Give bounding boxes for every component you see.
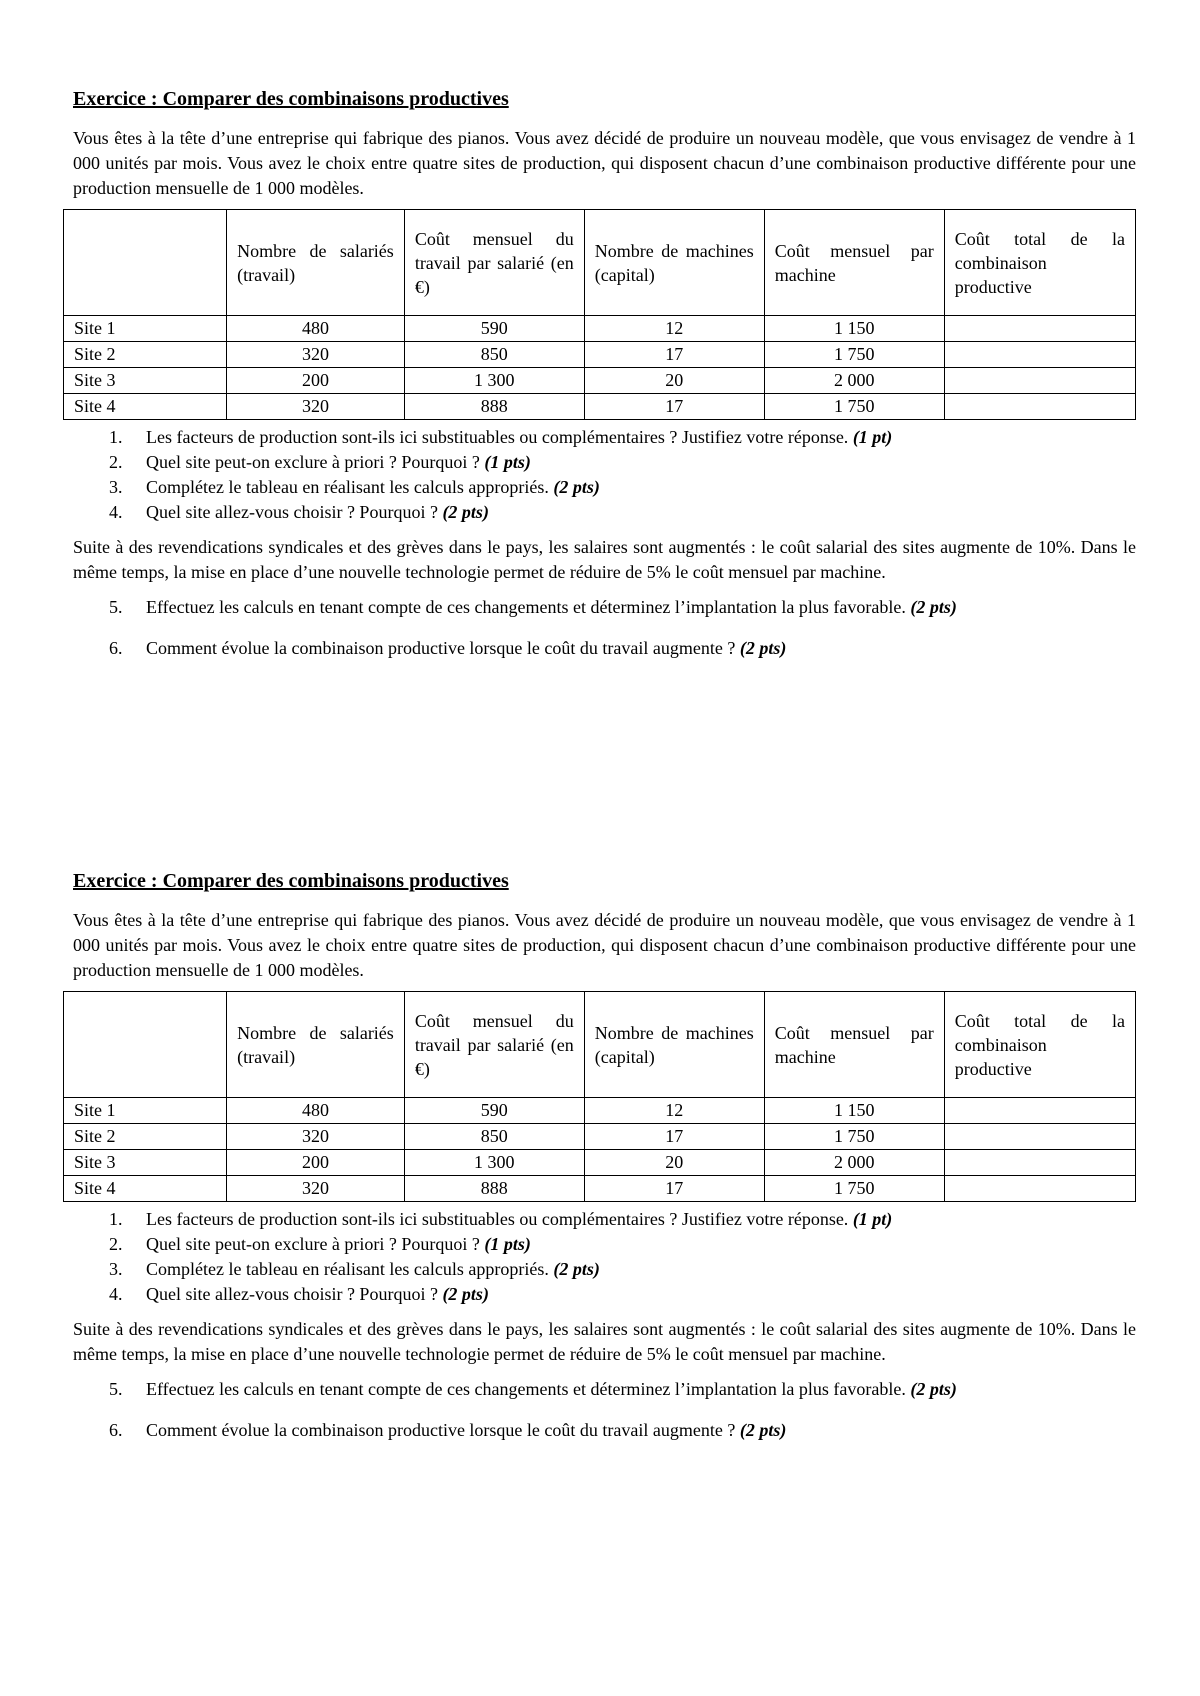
table-row bbox=[64, 1098, 1136, 1124]
question-item bbox=[73, 1232, 1136, 1257]
header-label: Nombre de machines (capital) bbox=[594, 240, 754, 285]
table-cell: 888 bbox=[404, 1176, 584, 1202]
question-points: (1 pt) bbox=[852, 1209, 893, 1229]
table-cell: 17 bbox=[584, 342, 764, 368]
table-cell-empty bbox=[944, 1098, 1135, 1124]
question-item bbox=[73, 595, 1136, 620]
question-points: (1 pt) bbox=[852, 427, 893, 447]
table-cell: Site 4 bbox=[64, 394, 227, 420]
table-row bbox=[64, 316, 1136, 342]
question-text: Quel site allez-vous choisir ? Pourquoi ? bbox=[146, 502, 443, 522]
table-cell: 1 750 bbox=[764, 394, 944, 420]
table-cell-empty bbox=[944, 316, 1135, 342]
table-row bbox=[64, 1150, 1136, 1176]
table-cell-empty bbox=[944, 342, 1135, 368]
table-cell: 1 750 bbox=[764, 1176, 944, 1202]
table-cell: 590 bbox=[404, 316, 584, 342]
question-number: 2. bbox=[109, 1234, 123, 1254]
question-item bbox=[73, 1418, 1136, 1443]
question-text: Comment évolue la combinaison productive lorsque le coût du travail augmente ? bbox=[146, 1420, 740, 1440]
table-cell: 320 bbox=[227, 394, 405, 420]
table-header-cell bbox=[64, 992, 227, 1098]
table-header-cell bbox=[64, 210, 227, 316]
production-table bbox=[63, 209, 1136, 420]
table-header-cell bbox=[227, 992, 405, 1098]
table-cell: 1 150 bbox=[764, 316, 944, 342]
table-cell: 850 bbox=[404, 342, 584, 368]
question-text: Effectuez les calculs en tenant compte de ces changements et déterminez l’implantation la plus favorable. bbox=[146, 597, 911, 617]
questions-list-part-1 bbox=[73, 1207, 1136, 1307]
table-cell: 12 bbox=[584, 1098, 764, 1124]
header-label: Coût mensuel du travail par salarié (en €) bbox=[414, 1010, 574, 1079]
question-number: 6. bbox=[109, 638, 123, 658]
table-cell: Site 2 bbox=[64, 342, 227, 368]
table-cell: 480 bbox=[227, 316, 405, 342]
questions-list-part-2 bbox=[73, 1377, 1136, 1443]
table-row bbox=[64, 394, 1136, 420]
question-points: (2 pts) bbox=[910, 1379, 957, 1399]
table-cell: 320 bbox=[227, 1124, 405, 1150]
question-number: 1. bbox=[109, 1209, 123, 1229]
question-item bbox=[73, 425, 1136, 450]
question-item bbox=[73, 1207, 1136, 1232]
table-header-cell bbox=[944, 210, 1135, 316]
exercise-block-2 bbox=[73, 868, 1136, 1459]
context-paragraph: Suite à des revendications syndicales et des grèves dans le pays, les salaires sont augmentés : le coût salarial des sites augmente de 10%. Dans le même temps, la mise en place d’une nouvelle technologie permet de réduire de 5% le coût mensuel par machine. bbox=[73, 537, 1136, 582]
table-cell: 200 bbox=[227, 1150, 405, 1176]
exercise-intro: Vous êtes à la tête d’une entreprise qui fabrique des pianos. Vous avez décidé de produire un nouveau modèle, que vous envisagez de vendre à 1 000 unités par mois. Vous avez le choix entre quatre sites de production, qui disposent chacun d’une combinaison productive différente pour une production mensuelle de 1 000 modèles. bbox=[73, 128, 1136, 198]
table-cell: 200 bbox=[227, 368, 405, 394]
table-header-cell bbox=[584, 210, 764, 316]
question-points: (1 pts) bbox=[484, 1234, 531, 1254]
header-label: Coût mensuel par machine bbox=[774, 240, 934, 285]
table-row bbox=[64, 342, 1136, 368]
table-cell: 1 750 bbox=[764, 1124, 944, 1150]
question-text: Complétez le tableau en réalisant les calculs appropriés. bbox=[146, 477, 554, 497]
table-cell: 20 bbox=[584, 368, 764, 394]
header-label: Nombre de salariés (travail) bbox=[237, 240, 394, 285]
question-item bbox=[73, 1257, 1136, 1282]
table-cell: 320 bbox=[227, 342, 405, 368]
header-label: Coût mensuel par machine bbox=[774, 1022, 934, 1067]
question-points: (2 pts) bbox=[739, 638, 787, 658]
question-item bbox=[73, 450, 1136, 475]
exercise-title: Exercice : Comparer des combinaisons productives bbox=[73, 88, 509, 110]
questions-list-part-1 bbox=[73, 425, 1136, 525]
table-row bbox=[64, 368, 1136, 394]
question-text: Comment évolue la combinaison productive lorsque le coût du travail augmente ? bbox=[146, 638, 740, 658]
table-header-cell bbox=[404, 210, 584, 316]
table-cell: Site 3 bbox=[64, 368, 227, 394]
table-cell: 850 bbox=[404, 1124, 584, 1150]
table-cell: 888 bbox=[404, 394, 584, 420]
question-text: Les facteurs de production sont-ils ici substituables ou complémentaires ? Justifiez votre réponse. bbox=[146, 1209, 853, 1229]
table-row bbox=[64, 1176, 1136, 1202]
table-cell: 2 000 bbox=[764, 368, 944, 394]
question-text: Complétez le tableau en réalisant les calculs appropriés. bbox=[146, 1259, 554, 1279]
header-label: Nombre de salariés (travail) bbox=[237, 1022, 394, 1067]
question-number: 4. bbox=[109, 502, 123, 522]
header-label: Coût mensuel du travail par salarié (en €) bbox=[414, 228, 574, 297]
table-header-cell bbox=[764, 210, 944, 316]
question-item bbox=[73, 500, 1136, 525]
question-number: 3. bbox=[109, 477, 123, 497]
header-label: Coût total de la combinaison productive bbox=[954, 1010, 1125, 1079]
question-points: (2 pts) bbox=[553, 1259, 600, 1279]
table-cell-empty bbox=[944, 1176, 1135, 1202]
question-number: 3. bbox=[109, 1259, 123, 1279]
question-points: (2 pts) bbox=[910, 597, 957, 617]
table-cell-empty bbox=[944, 1124, 1135, 1150]
table-cell: 17 bbox=[584, 1124, 764, 1150]
table-header-cell bbox=[584, 992, 764, 1098]
question-item bbox=[73, 1282, 1136, 1307]
question-number: 4. bbox=[109, 1284, 123, 1304]
context-paragraph: Suite à des revendications syndicales et des grèves dans le pays, les salaires sont augmentés : le coût salarial des sites augmente de 10%. Dans le même temps, la mise en place d’une nouvelle technologie permet de réduire de 5% le coût mensuel par machine. bbox=[73, 1319, 1136, 1364]
question-item bbox=[73, 475, 1136, 500]
question-text: Quel site peut-on exclure à priori ? Pourquoi ? bbox=[146, 1234, 485, 1254]
table-header-cell bbox=[764, 992, 944, 1098]
table-cell: 17 bbox=[584, 394, 764, 420]
question-number: 5. bbox=[109, 1379, 123, 1399]
table-cell: Site 3 bbox=[64, 1150, 227, 1176]
exercise-intro: Vous êtes à la tête d’une entreprise qui fabrique des pianos. Vous avez décidé de produire un nouveau modèle, que vous envisagez de vendre à 1 000 unités par mois. Vous avez le choix entre quatre sites de production, qui disposent chacun d’une combinaison productive différente pour une production mensuelle de 1 000 modèles. bbox=[73, 910, 1136, 980]
table-cell: 1 300 bbox=[404, 368, 584, 394]
table-cell: 1 750 bbox=[764, 342, 944, 368]
question-points: (2 pts) bbox=[553, 477, 600, 497]
table-cell: 17 bbox=[584, 1176, 764, 1202]
question-number: 1. bbox=[109, 427, 123, 447]
table-cell: 12 bbox=[584, 316, 764, 342]
table-cell: Site 4 bbox=[64, 1176, 227, 1202]
table-cell: Site 1 bbox=[64, 1098, 227, 1124]
table-cell: Site 2 bbox=[64, 1124, 227, 1150]
table-cell-empty bbox=[944, 368, 1135, 394]
exercise-title: Exercice : Comparer des combinaisons productives bbox=[73, 870, 509, 892]
table-cell: 2 000 bbox=[764, 1150, 944, 1176]
question-points: (2 pts) bbox=[442, 502, 489, 522]
exercise-block-1 bbox=[73, 86, 1136, 677]
table-header-row bbox=[64, 992, 1136, 1098]
question-text: Quel site peut-on exclure à priori ? Pourquoi ? bbox=[146, 452, 485, 472]
table-cell: 1 150 bbox=[764, 1098, 944, 1124]
question-number: 2. bbox=[109, 452, 123, 472]
table-header-cell bbox=[944, 992, 1135, 1098]
header-label: Coût total de la combinaison productive bbox=[954, 228, 1125, 297]
question-number: 5. bbox=[109, 597, 123, 617]
question-points: (2 pts) bbox=[442, 1284, 489, 1304]
table-header-row bbox=[64, 210, 1136, 316]
header-label: Nombre de machines (capital) bbox=[594, 1022, 754, 1067]
question-text: Les facteurs de production sont-ils ici substituables ou complémentaires ? Justifiez votre réponse. bbox=[146, 427, 853, 447]
table-cell: Site 1 bbox=[64, 316, 227, 342]
table-cell-empty bbox=[944, 394, 1135, 420]
question-text: Effectuez les calculs en tenant compte de ces changements et déterminez l’implantation la plus favorable. bbox=[146, 1379, 911, 1399]
table-cell: 20 bbox=[584, 1150, 764, 1176]
table-cell: 1 300 bbox=[404, 1150, 584, 1176]
question-points: (1 pts) bbox=[484, 452, 531, 472]
question-item bbox=[73, 636, 1136, 661]
question-text: Quel site allez-vous choisir ? Pourquoi ? bbox=[146, 1284, 443, 1304]
table-cell: 480 bbox=[227, 1098, 405, 1124]
production-table bbox=[63, 991, 1136, 1202]
table-cell: 590 bbox=[404, 1098, 584, 1124]
table-row bbox=[64, 1124, 1136, 1150]
table-header-cell bbox=[404, 992, 584, 1098]
questions-list-part-2 bbox=[73, 595, 1136, 661]
question-item bbox=[73, 1377, 1136, 1402]
table-header-cell bbox=[227, 210, 405, 316]
table-cell: 320 bbox=[227, 1176, 405, 1202]
question-points: (2 pts) bbox=[739, 1420, 787, 1440]
question-number: 6. bbox=[109, 1420, 123, 1440]
table-cell-empty bbox=[944, 1150, 1135, 1176]
